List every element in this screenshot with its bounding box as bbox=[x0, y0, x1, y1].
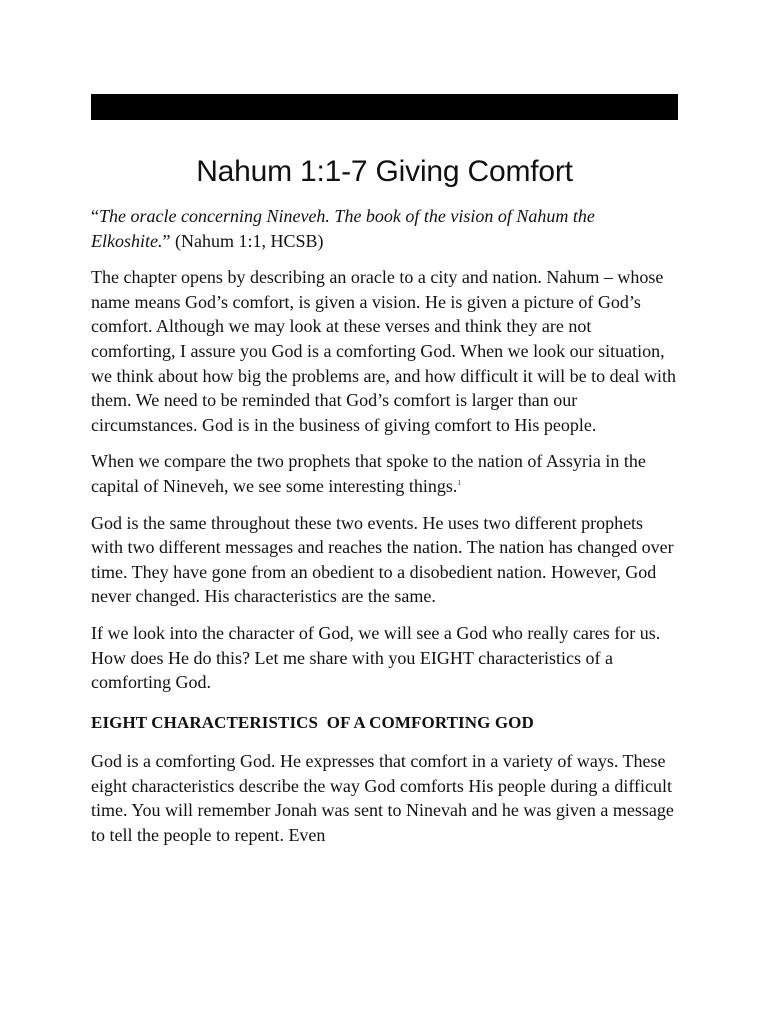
quote-close-mark: ” bbox=[162, 230, 171, 251]
document-body bbox=[91, 204, 678, 848]
paragraph-1: The chapter opens by describing an oracle to a city and nation. Nahum – whose name means God’s comfort, is given a vision. He is given a picture of God’s comfort. Although we may look at these verses and think they are not comforting, I assure you God is a comforting God. When we look our situation, we think about how big the problems are, and how difficult it will be to deal with them. We need to be reminded that God’s comfort is larger than our circumstances. God is in the business of giving comfort to His people. bbox=[91, 267, 677, 435]
header-bar bbox=[91, 94, 678, 120]
paragraph-5: God is a comforting God. He expresses that comfort in a variety of ways. These eight characteristics describe the way God comforts His people during a difficult time. You will remember Jonah was sent to Ninevah and he was given a message to tell the people to repent. Even bbox=[91, 751, 674, 846]
paragraph-2-text: When we compare the two prophets that spoke to the nation of Assyria in the capital of Nineveh, we see some interesting things. bbox=[91, 451, 646, 496]
quote-text: The oracle concerning Nineveh. The book of the vision of Nahum the Elkoshite. bbox=[91, 206, 595, 251]
section-heading: EIGHT CHARACTERISTICS OF A COMFORTING GOD bbox=[91, 712, 534, 732]
scripture-quote bbox=[91, 204, 678, 253]
paragraph-4: If we look into the character of God, we will see a God who really cares for us. How does He do this? Let me share with you EIGHT characteristics of a comforting God. bbox=[91, 622, 661, 693]
paragraph-3: God is the same throughout these two events. He uses two different prophets with two different messages and reaches the nation. The nation has changed over time. They have gone from an obedient to a disobedient nation. However, God never changed. His characteristics are the same. bbox=[91, 512, 674, 607]
quote-open-mark: “ bbox=[91, 206, 99, 226]
page-title: Nahum 1:1-7 Giving Comfort bbox=[196, 155, 573, 188]
document-page bbox=[91, 94, 678, 860]
paragraph-2 bbox=[91, 449, 678, 498]
quote-citation: (Nahum 1:1, HCSB) bbox=[170, 230, 324, 251]
footnote-reference[interactable]: 1 bbox=[457, 478, 461, 487]
